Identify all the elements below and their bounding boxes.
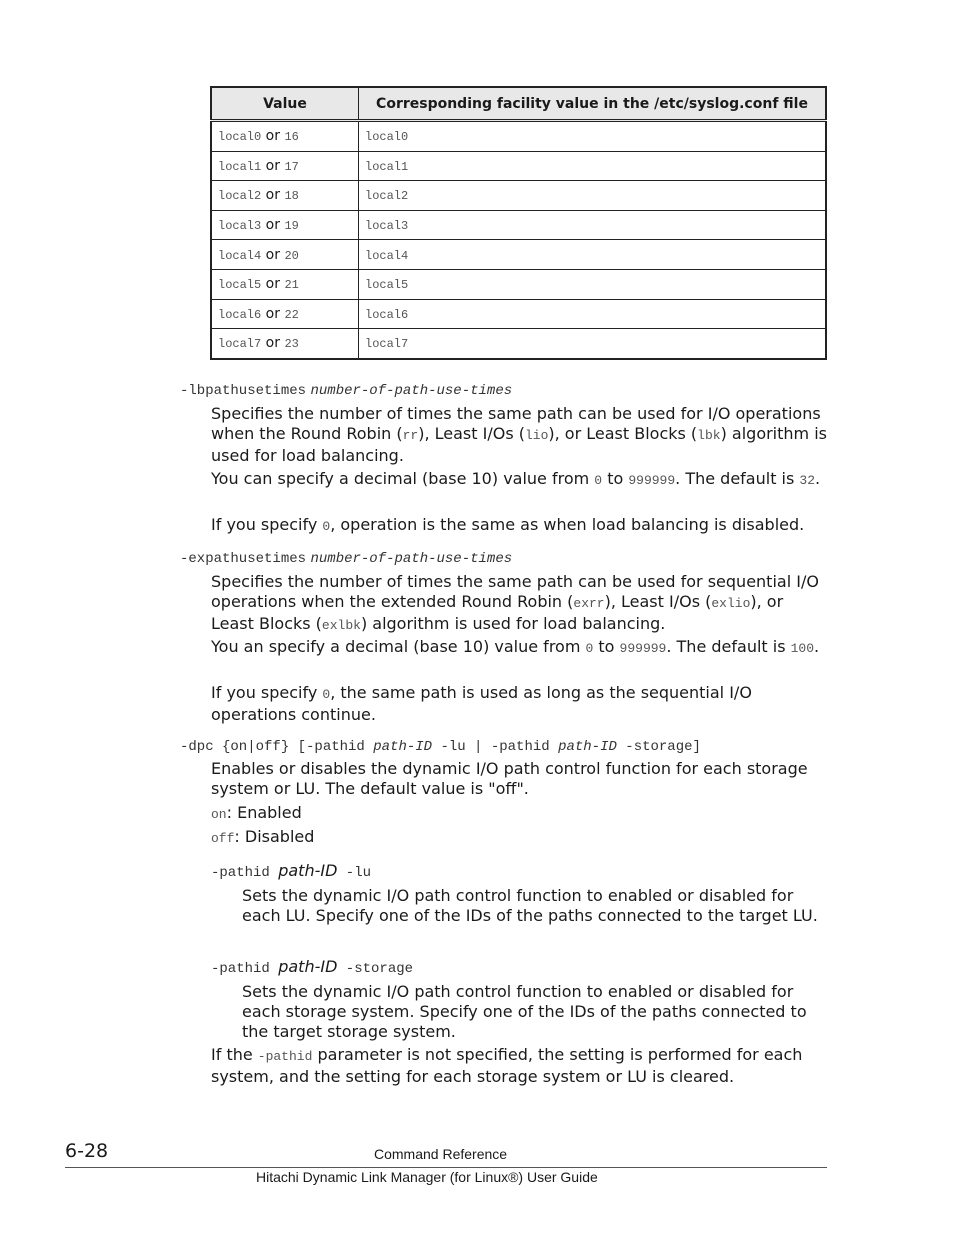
dpc-on-item: on: Enabled [211, 803, 302, 822]
table-row [211, 299, 826, 329]
column-header-value: Value [211, 87, 359, 121]
facility-cell: local3 [359, 210, 827, 240]
dpc-off-item: off: Disabled [211, 827, 315, 846]
value-cell: local5 or 21 [211, 269, 359, 299]
facility-cell: local2 [359, 181, 827, 211]
facility-cell: local7 [359, 329, 827, 359]
facility-cell: local0 [359, 121, 827, 152]
value-cell: local1 or 17 [211, 151, 359, 181]
expathusetimes-desc: Specifies the number of times the same path can be used for sequential I/O operations when the extended Round Robin (exrr), Least I/Os (exlio), or Least Blocks (exlbk) algorithm is used for load balancing. [211, 572, 819, 633]
pathid-lu-desc: Sets the dynamic I/O path control function to enabled or disabled for each LU. Specify one of the IDs of the paths connected to the target LU. [242, 886, 818, 925]
table-row [211, 181, 826, 211]
facility-cell: local1 [359, 151, 827, 181]
footer-divider [65, 1167, 827, 1168]
expathusetimes-range: You an specify a decimal (base 10) value from 0 to 999999. The default is 100. [211, 637, 820, 656]
value-cell: local4 or 20 [211, 240, 359, 270]
lbpathusetimes-zero-note: If you specify 0, operation is the same as when load balancing is disabled. [211, 515, 805, 534]
table-row [211, 210, 826, 240]
value-cell: local3 or 19 [211, 210, 359, 240]
expathusetimes-option: -expathusetimes number-of-path-use-times [180, 551, 513, 567]
table-row [211, 269, 826, 299]
table-row [211, 329, 826, 359]
facility-cell: local4 [359, 240, 827, 270]
dpc-desc: Enables or disables the dynamic I/O path control function for each storage system or LU. The default value is "off". [211, 759, 808, 798]
value-cell: local7 or 23 [211, 329, 359, 359]
facility-cell: local6 [359, 299, 827, 329]
table-row [211, 151, 826, 181]
footer-manual-title: Hitachi Dynamic Link Manager (for Linux®) User Guide [256, 1169, 598, 1185]
facility-cell: local5 [359, 269, 827, 299]
table-row [211, 121, 826, 152]
pathid-storage-option: -pathid path-ID -storage [211, 957, 414, 977]
page-number: 6-28 [65, 1140, 109, 1162]
facility-table [210, 86, 827, 360]
value-cell: local6 or 22 [211, 299, 359, 329]
lbpathusetimes-option: -lbpathusetimes number-of-path-use-times [180, 383, 513, 399]
lbpathusetimes-range: You can specify a decimal (base 10) value from 0 to 999999. The default is 32. [211, 469, 821, 488]
table-row [211, 240, 826, 270]
lbpathusetimes-desc: Specifies the number of times the same path can be used for I/O operations when the Round Robin (rr), Least I/Os (lio), or Least Blocks (lbk) algorithm is used for load balancing. [211, 404, 827, 465]
dpc-option: -dpc {on|off} [-pathid path-ID -lu | -pathid path-ID -storage] [180, 739, 701, 755]
pathid-unspecified-note: If the -pathid parameter is not specified, the setting is performed for each system, and the setting for each storage system or LU is cleared. [211, 1045, 803, 1086]
column-header-facility: Corresponding facility value in the /etc/syslog.conf file [359, 87, 827, 121]
value-cell: local2 or 18 [211, 181, 359, 211]
pathid-storage-desc: Sets the dynamic I/O path control function to enabled or disabled for each storage system. Specify one of the IDs of the paths connected to the target storage system. [242, 982, 807, 1041]
table-header-row [211, 87, 826, 121]
value-cell: local0 or 16 [211, 121, 359, 152]
expathusetimes-zero-note: If you specify 0, the same path is used as long as the sequential I/O operations continue. [211, 683, 752, 724]
pathid-lu-option: -pathid path-ID -lu [211, 861, 372, 881]
footer-chapter-title: Command Reference [374, 1146, 508, 1162]
